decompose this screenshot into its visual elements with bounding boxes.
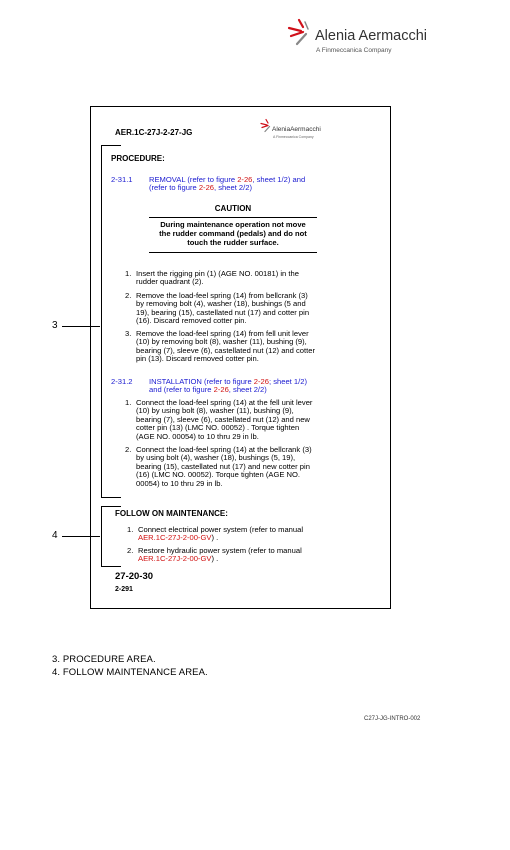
installation-step-1-num: 1. (125, 398, 132, 407)
caution-rule-bottom (149, 252, 317, 253)
follow-bracket-bottom (101, 566, 121, 567)
follow-step-1-num: 1. (127, 525, 134, 534)
caution-rule-top (149, 217, 317, 218)
installation-number: 2-31.2 (111, 377, 133, 386)
mini-logo-subtitle: A Finmeccanica Company (273, 135, 314, 139)
company-name: Alenia Aermacchi (315, 28, 428, 44)
procedure-bracket-bottom (101, 497, 121, 498)
removal-step-2: Remove the load-feel spring (14) from bellcrank (3) by removing bolt (4), washer (18), bushings (5 and 19), bearing (15), castellated nut (17) and cotter pin (16). Discard removed cotter pin. (136, 291, 310, 326)
follow-bracket-top (101, 506, 121, 507)
mini-logo-name: AleniaAermacchi (272, 126, 321, 133)
company-subtitle: A Finmeccanica Company (316, 47, 392, 54)
removal-heading: REMOVAL (refer to figure 2-26, sheet 1/2) and (refer to figure 2-26, sheet 2/2) (149, 175, 306, 193)
removal-step-3: Remove the load-feel spring (14) from fell unit lever (10) by removing bolt (8), washer (11), bushing (9), bearing (7), sleeve (6), castellated nut (12) and cotter pin (13). Discard removed cotter pin. (136, 329, 315, 364)
follow-heading: FOLLOW ON MAINTENANCE: (115, 509, 228, 518)
procedure-bracket (101, 145, 102, 498)
follow-bracket (101, 506, 102, 567)
mini-logo (259, 118, 339, 144)
legend-item-4: 4. FOLLOW MAINTENANCE AREA. (52, 667, 208, 678)
callout-3: 3 (52, 320, 58, 331)
procedure-heading: PROCEDURE: (111, 154, 165, 163)
follow-step-2-num: 2. (127, 546, 134, 555)
manual-page (90, 106, 391, 609)
removal-number: 2-31.1 (111, 175, 133, 184)
aermacchi-logo-icon (285, 18, 313, 48)
installation-step-1: Connect the load-feel spring (14) at the fell unit lever (10) by using bolt (8), washer (11), bushing (9), bearing (7), sleeve (6), castellated nut (12) and new cotter pin (13) (LMC NO. 00052) . Torque tighten (AGE NO. 00054) to 10 thru 29 in lb. (136, 398, 313, 441)
caution-text: During maintenance operation not move the rudder command (pedals) and do not touch the rudder surface. (159, 220, 307, 247)
callout-4: 4 (52, 530, 58, 541)
removal-step-1: Insert the rigging pin (1) (AGE NO. 00181) in the rudder quadrant (2). (136, 269, 299, 287)
procedure-bracket-top (101, 145, 121, 146)
legend-item-3: 3. PROCEDURE AREA. (52, 654, 156, 665)
installation-step-2: Connect the load-feel spring (14) at the bellcrank (3) by using bolt (4), washer (18), bushings (5, 19), bearing (15), castellated nut (17) and new cotter pin (16) (LMC NO. 00052). Torque tighten (AGE NO. 00054) to 10 thru 29 in lb. (136, 445, 312, 488)
removal-step-3-num: 3. (125, 329, 132, 338)
installation-step-2-num: 2. (125, 445, 132, 454)
callout-3-leader (62, 326, 100, 327)
chapter-number: 27-20-30 (115, 571, 154, 582)
page-number: 2-291 (115, 586, 133, 593)
company-logo (285, 18, 435, 60)
removal-step-2-num: 2. (125, 291, 132, 300)
figure-code: C27J-JG-INTRO-002 (364, 716, 421, 722)
callout-4-leader (62, 536, 100, 537)
follow-step-2: Restore hydraulic power system (refer to manual AER.1C-27J-2-00-GV) . (138, 546, 302, 564)
installation-heading: INSTALLATION (refer to figure 2-26; sheet 1/2) and (refer to figure 2-26, sheet 2/2) (149, 377, 307, 395)
doc-id: AER.1C-27J-2-27-JG (115, 128, 193, 137)
follow-step-1: Connect electrical power system (refer to manual AER.1C-27J-2-00-GV) . (138, 525, 304, 543)
removal-step-1-num: 1. (125, 269, 132, 278)
aermacchi-mini-logo-icon (259, 118, 273, 134)
caution-title: CAUTION (214, 204, 252, 213)
